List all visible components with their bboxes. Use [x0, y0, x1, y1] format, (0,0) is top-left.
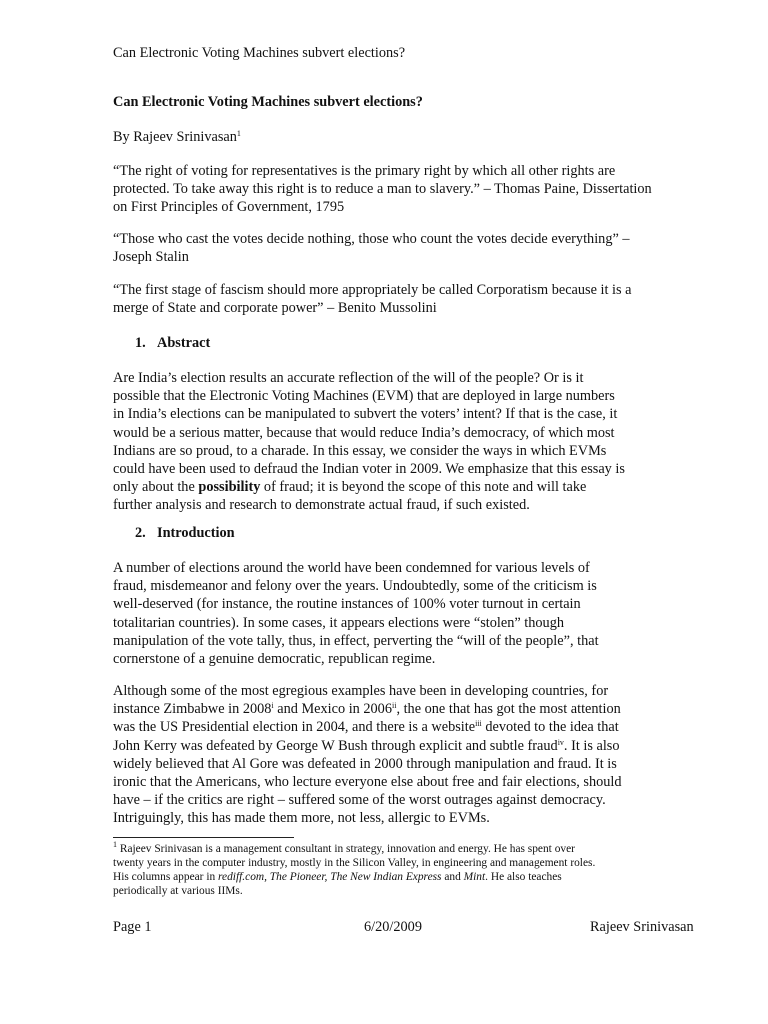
text-line: Intriguingly, this has made them more, not less, allergic to EVMs. — [113, 810, 490, 827]
epigraph-paine: “The right of voting for representatives is the primary right by which all other rights are protected. To take away this right is to reduce a man to slavery.” – Thomas Paine, Dissertation on First Principles of Government, 1795 — [113, 163, 652, 215]
footnote-line — [113, 842, 663, 856]
footnote-line: twenty years in the computer industry, mostly in the Silicon Valley, in engineering and management roles. — [113, 857, 596, 870]
section-heading-introduction — [135, 524, 235, 542]
text-line: cornerstone of a genuine democratic, republican regime. — [113, 651, 436, 668]
footnote-number: 1 — [113, 840, 117, 849]
text-line — [113, 737, 660, 755]
epigraph-stalin: “Those who cast the votes decide nothing, those who count the votes decide everything” – Joseph Stalin — [113, 231, 630, 265]
text-line: totalitarian countries). In some cases, it appears elections were “stolen” though — [113, 614, 564, 631]
section-title: Introduction — [157, 525, 235, 541]
text-line — [113, 478, 660, 496]
text-run: , the one that has got the most attention — [396, 701, 621, 718]
text-line: A number of elections around the world have been condemned for various levels of — [113, 560, 590, 576]
text-line: widely believed that Al Gore was defeated in 2000 through manipulation and fraud. It is — [113, 755, 617, 772]
endnote-marker: iv — [557, 737, 564, 747]
section-heading-abstract — [135, 334, 210, 352]
text-line: well-deserved (for instance, the routine instances of 100% voter turnout in certain — [113, 596, 581, 613]
abstract-paragraph — [113, 369, 660, 515]
text-line: Are India’s election results an accurate reflection of the will of the people? Or is it — [113, 370, 584, 386]
text-line: further analysis and research to demonstrate actual fraud, if such existed. — [113, 497, 530, 514]
footer-date: 6/20/2009 — [364, 919, 422, 935]
text-line: manipulation of the vote tally, thus, in effect, perverting the “will of the people”, that — [113, 632, 599, 649]
text-run: only about the — [113, 479, 199, 496]
text-line: Indians are so proud, to a charade. In this essay, we consider the ways in which EVMs — [113, 442, 607, 459]
text-run: . He also teaches — [485, 871, 562, 884]
text-run: Rajeev Srinivasan is a management consultant in strategy, innovation and energy. He has spent over — [119, 843, 575, 855]
introduction-paragraph-1 — [113, 559, 660, 668]
text-run: instance Zimbabwe in 2008 — [113, 701, 272, 718]
footnote-separator — [113, 837, 294, 838]
text-run: and Mexico in 2006 — [273, 701, 392, 718]
footnote-line — [113, 870, 663, 884]
publications: rediff.com, The Pioneer, The New Indian Express — [218, 871, 442, 884]
document-title: Can Electronic Voting Machines subvert elections? — [113, 94, 423, 110]
text-run: . It is also — [563, 737, 620, 754]
section-title: Abstract — [157, 335, 211, 351]
text-run: devoted to the idea that — [481, 719, 619, 736]
text-run: was the US Presidential election in 2004, and there is a website — [113, 719, 476, 736]
text-run: of fraud; it is beyond the scope of this note and will take — [260, 479, 587, 496]
publication-mint: Mint — [463, 871, 486, 884]
text-line: fraud, misdemeanor and felony over the years. Undoubtedly, some of the criticism is — [113, 578, 597, 595]
footer-page-number: Page 1 — [113, 919, 152, 935]
byline — [113, 128, 241, 146]
epigraph-mussolini: “The first stage of fascism should more appropriately be called Corporatism because it is a merge of State and corporate power” – Benito Mussolini — [113, 282, 632, 316]
section-number: 1. — [135, 335, 146, 351]
footnote-line: periodically at various IIMs. — [113, 885, 243, 898]
section-number: 2. — [135, 525, 146, 541]
byline-text: By Rajeev Srinivasan — [113, 129, 237, 145]
endnote-marker: i — [271, 701, 274, 711]
endnote-marker: iii — [475, 719, 482, 729]
text-run: John Kerry was defeated by George W Bush through explicit and subtle fraud — [113, 737, 558, 754]
footnote — [113, 842, 663, 898]
text-run: and — [441, 871, 464, 884]
introduction-paragraph-2 — [113, 682, 660, 828]
text-line: have – if the critics are right – suffered some of the worst outrages against democracy. — [113, 792, 606, 809]
text-run: His columns appear in — [113, 871, 219, 884]
footnote-marker: 1 — [236, 129, 241, 138]
text-line: would be a serious matter, because that would reduce India’s democracy, of which most — [113, 424, 615, 441]
text-line: possible that the Electronic Voting Machines (EVM) that are deployed in large numbers — [113, 388, 615, 405]
text-line: ironic that the Americans, who lecture everyone else about free and fair elections, should — [113, 774, 622, 791]
endnote-marker: ii — [391, 701, 397, 711]
text-line — [113, 718, 660, 736]
text-line: could have been used to defraud the Indian voter in 2009. We emphasize that this essay is — [113, 461, 625, 478]
running-header: Can Electronic Voting Machines subvert elections? — [113, 45, 406, 61]
text-line: Although some of the most egregious examples have been in developing countries, for — [113, 683, 609, 699]
text-line: in India’s elections can be manipulated to subvert the voters’ intent? If that is the case, it — [113, 406, 618, 423]
text-line — [113, 700, 660, 718]
emphasis-possibility: possibility — [198, 479, 261, 496]
footer-author: Rajeev Srinivasan — [590, 919, 694, 935]
